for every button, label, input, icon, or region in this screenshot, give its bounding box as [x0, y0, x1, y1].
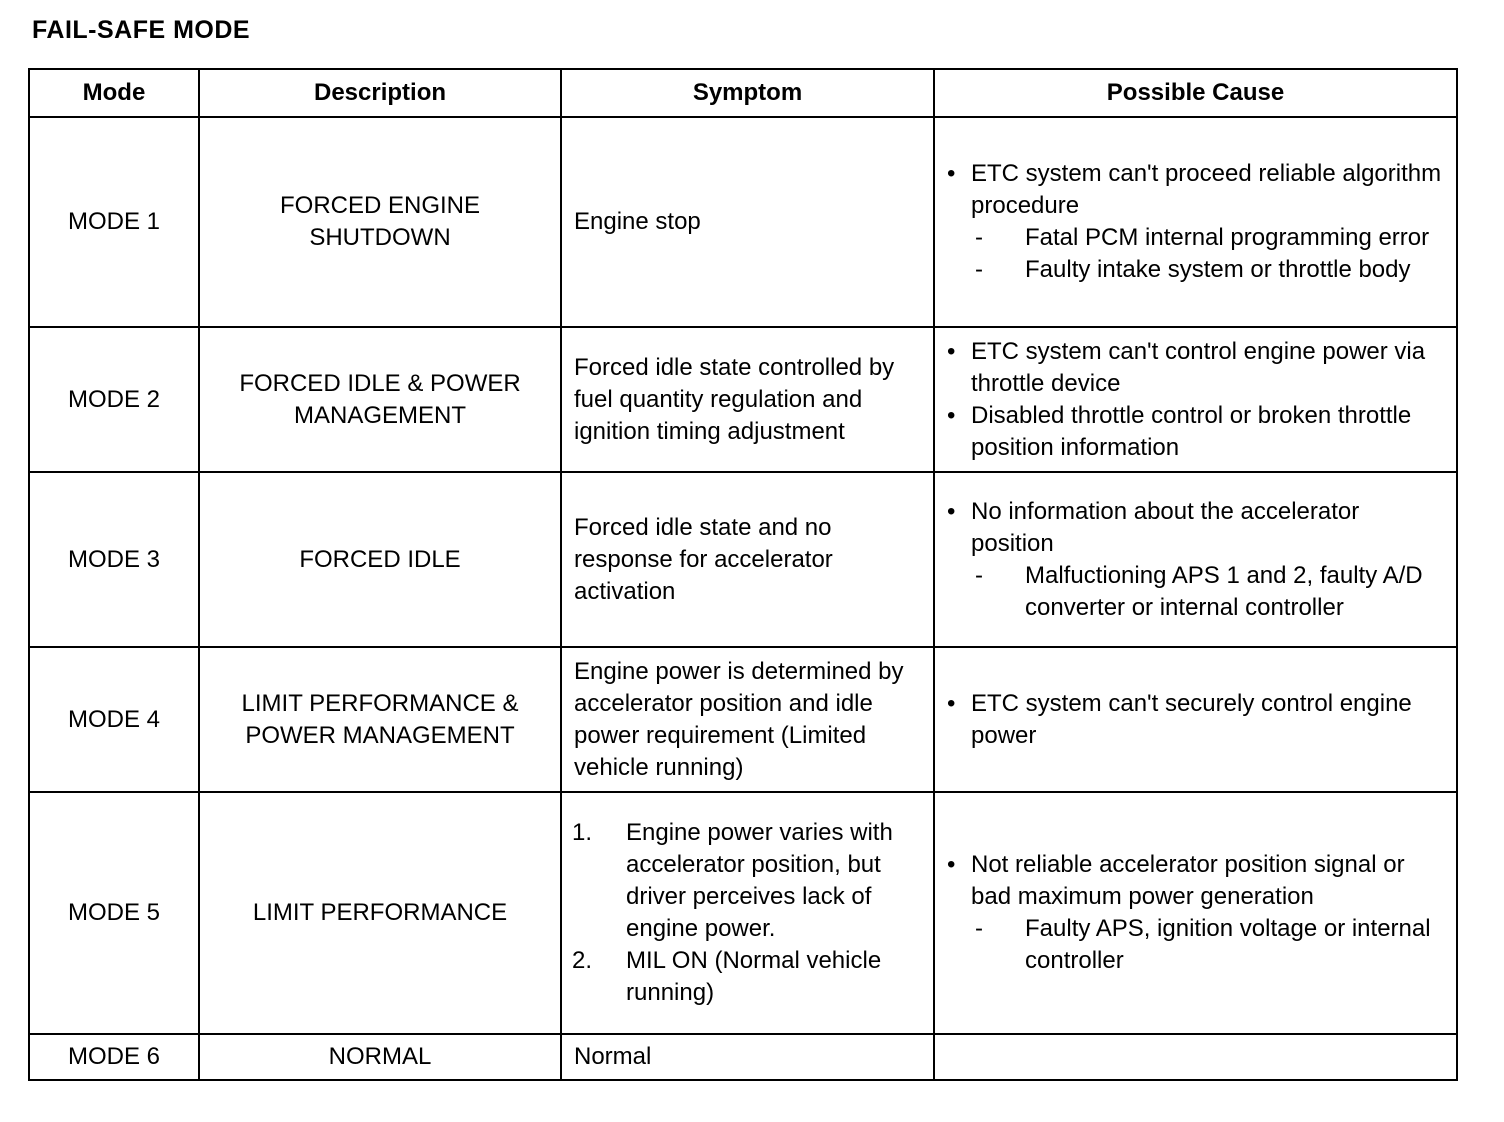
table-row: [29, 472, 1457, 647]
description-line: LIMIT PERFORMANCE: [252, 899, 508, 926]
table-header-row: [29, 69, 1457, 117]
cause-cell: [934, 327, 1457, 472]
table-row: [29, 117, 1457, 327]
header-symptom: Symptom: [561, 69, 934, 117]
mode-cell: MODE 5: [29, 792, 199, 1034]
description-cell: NORMAL: [199, 1034, 561, 1080]
symptom-cell: Normal: [561, 1034, 934, 1080]
cause-subitem: - Faulty intake system or throttle body: [971, 254, 1446, 286]
table-row: [29, 1034, 1457, 1080]
description-cell: [199, 792, 561, 1034]
cause-cell: [934, 647, 1457, 792]
cause-bullet: • Disabled throttle control or broken throttle position information: [971, 400, 1446, 464]
symptom-item: [572, 817, 923, 945]
page-title: FAIL-SAFE MODE: [32, 16, 251, 44]
description-cell: [199, 472, 561, 647]
description-line: FORCED IDLE & POWER: [239, 369, 521, 397]
cause-bullet: • ETC system can't securely control engine power: [971, 688, 1446, 752]
header-description: Description: [199, 69, 561, 117]
description-cell: [199, 117, 561, 327]
cause-bullet: • Not reliable accelerator position signal or bad maximum power generation: [971, 849, 1446, 913]
mode-cell: MODE 1: [29, 117, 199, 327]
symptom-cell: Engine stop: [561, 117, 934, 327]
symptom-cell: [561, 792, 934, 1034]
cause-subitem: - Faulty APS, ignition voltage or internal controller: [971, 913, 1446, 977]
cause-bullet: • No information about the accelerator position: [971, 496, 1446, 560]
cause-cell: [934, 1034, 1457, 1080]
mode-cell: MODE 3: [29, 472, 199, 647]
cause-bullet: • ETC system can't proceed reliable algorithm procedure: [971, 158, 1446, 222]
description-line: POWER MANAGEMENT: [245, 721, 515, 749]
description-cell: [199, 327, 561, 472]
header-possible-cause: Possible Cause: [934, 69, 1457, 117]
mode-cell: MODE 2: [29, 327, 199, 472]
description-cell: [199, 647, 561, 792]
description-line: FORCED IDLE: [299, 545, 461, 573]
item-text: MIL ON (Normal vehicle running): [626, 947, 882, 1006]
description-line: FORCED ENGINE: [279, 192, 480, 219]
cause-cell: [934, 792, 1457, 1034]
cause-bullet: • ETC system can't control engine power via throttle device: [971, 336, 1446, 400]
fail-safe-table: [28, 68, 1458, 1081]
description-line: LIMIT PERFORMANCE &: [241, 689, 519, 717]
symptom-cell: Engine power is determined by accelerator position and idle power requirement (Limited vehicle running): [561, 647, 934, 792]
table-row: [29, 792, 1457, 1034]
mode-cell: MODE 6: [29, 1034, 199, 1080]
table-row: [29, 647, 1457, 792]
cause-cell: [934, 117, 1457, 327]
cause-subitem: - Fatal PCM internal programming error: [971, 222, 1446, 254]
cause-subitem: - Malfuctioning APS 1 and 2, faulty A/D converter or internal controller: [971, 560, 1446, 624]
table-row: [29, 327, 1457, 472]
description-line: MANAGEMENT: [293, 401, 466, 429]
item-number: 1.: [572, 819, 593, 846]
mode-cell: MODE 4: [29, 647, 199, 792]
item-number: 2.: [572, 947, 593, 974]
header-mode: Mode: [29, 69, 199, 117]
item-text: Engine power varies with accelerator position, but driver perceives lack of engine power.: [626, 819, 893, 942]
symptom-cell: Forced idle state and no response for accelerator activation: [561, 472, 934, 647]
symptom-item: [572, 945, 923, 1009]
cause-cell: [934, 472, 1457, 647]
description-line: SHUTDOWN: [309, 224, 451, 251]
symptom-cell: Forced idle state controlled by fuel quantity regulation and ignition timing adjustment: [561, 327, 934, 472]
